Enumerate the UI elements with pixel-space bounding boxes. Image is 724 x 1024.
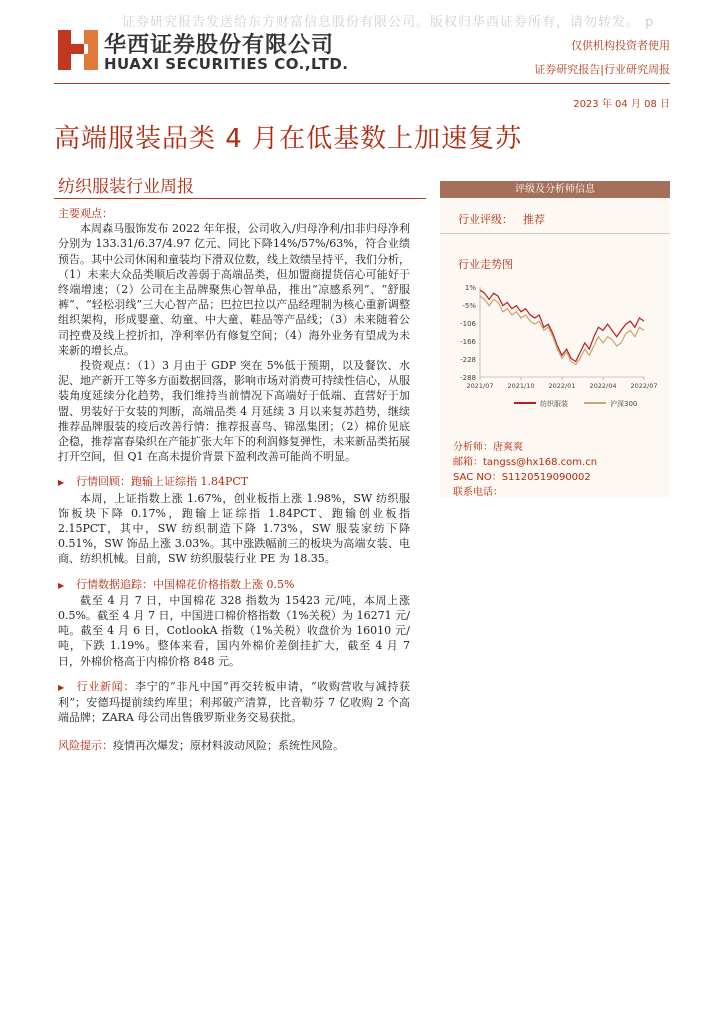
section-market-review-title: 行情回顾：跑输上证综指 1.84PCT bbox=[76, 475, 249, 489]
triangle-bullet-icon: ▶ bbox=[58, 478, 65, 488]
section-data-tracking-heading bbox=[58, 577, 410, 593]
chart-y-tick-label: -166 bbox=[460, 338, 476, 346]
key-point-paragraph-2: 投资观点：（1）3 月由于 GDP 突在 5%低于预期，以及餐饮、水泥、地产新开工等多方面数据回落，影响市场对消费可持续性信心，从服装角度延续分化趋势，我们维持当前情况下高端好于低端、直营好于加盟、男装好于女装的判断，高端品类 4 月延续 3 月以来复苏趋势，继续推荐品牌服装的疫后改善行情：推荐报喜鸟、锦泓集团；（2）棉价见底企稳，推荐富春染织在产能扩张大年下的利润修复弹性，未来新品类拓展打开空间，但 Q1 在高未提价背景下盈利改善可能尚不明显。 bbox=[58, 359, 410, 464]
section-market-review-body: 本周，上证指数上涨 1.67%，创业板指上涨 1.98%，SW 纺织服饰板块下降 0.17%，跑输上证综指 1.84PCT、跑输创业板指 2.15PCT，其中，SW 纺织制造下降 1.73%，SW 服装家纺下降 0.51%，SW 饰品上涨 3.03%。其中涨跌幅前三的板块为高端女装、电商、纺织机械。目前，SW 纺织服装行业 PE 为 18.35。 bbox=[58, 491, 410, 566]
chart-legend-label: 纺织服装 bbox=[540, 400, 568, 408]
report-title: 高端服装品类 4 月在低基数上加速复苏 bbox=[54, 124, 523, 154]
chart-series-line-1 bbox=[480, 290, 644, 361]
huaxi-logo-icon bbox=[58, 30, 98, 70]
analyst-name: 分析师：唐爽爽 bbox=[453, 442, 523, 453]
header-divider bbox=[54, 83, 670, 84]
chart-y-tick-label: -228 bbox=[460, 356, 476, 364]
analyst-phone: 联系电话： bbox=[453, 487, 503, 498]
analyst-sac-number: SAC NO：S1120519090002 bbox=[453, 472, 591, 483]
industry-rating-label: 行业评级： bbox=[458, 213, 513, 226]
report-subtitle: 纺织服装行业周报 bbox=[58, 177, 194, 197]
triangle-bullet-icon: ▶ bbox=[58, 682, 65, 692]
risk-warning-body: 疫情再次爆发；原材料波动风险；系统性风险。 bbox=[113, 738, 344, 752]
industry-rating bbox=[458, 211, 545, 227]
industry-trend-label: 行业走势图 bbox=[458, 258, 513, 271]
audience-note: 仅供机构投资者使用 bbox=[571, 39, 670, 52]
section-industry-news-body: 李宁的“非凡中国”再交转板申请，“收购营收与减持获利”；安德玛提前续约库里；利邦破产清算，比音勒芬 7 亿收购 2 个高端品牌；ZARA 母公司出售俄罗斯业务交易获批。 bbox=[58, 679, 411, 725]
chart-x-tick-label: 2022/04 bbox=[589, 382, 617, 390]
risk-warning-label: 风险提示： bbox=[58, 738, 113, 752]
section-industry-news bbox=[58, 679, 410, 726]
analyst-email: 邮箱：tangss@hx168.com.cn bbox=[453, 457, 598, 468]
section-market-review-heading bbox=[58, 474, 410, 490]
chart-x-tick-label: 2021/07 bbox=[466, 382, 494, 390]
chart-y-tick-label: -288 bbox=[460, 374, 476, 382]
section-data-tracking-title: 行情数据追踪：中国棉花价格指数上涨 0.5% bbox=[76, 577, 295, 591]
section-industry-news-title: 行业新闻： bbox=[76, 679, 136, 693]
chart-legend-label: 沪深300 bbox=[610, 400, 638, 408]
analyst-info bbox=[453, 440, 597, 500]
watermark-text: 证券研究报告发送给东方财富信息股份有限公司。版权归华西证券所有，请勿转发。 p bbox=[122, 15, 655, 30]
panel-divider bbox=[440, 233, 670, 234]
report-type: 证券研究报告|行业研究周报 bbox=[534, 63, 670, 76]
main-content bbox=[58, 206, 410, 753]
subtitle-divider bbox=[54, 198, 426, 199]
section-data-tracking-body: 截至 4 月 7 日，中国棉花 328 指数为 15423 元/吨，本周上涨 0.5%。截至 4 月 7 日，中国进口棉价格指数（1%关税）为 16271 元/吨。截至 4 月 6 日，CotlookA 指数（1%关税）收盘价为 16010 元/吨，下跌 1.19%。整体来看，国内外棉价差倒挂扩大，截至 4 月 7 日，外棉价格高于内棉价格 848 元。 bbox=[58, 593, 410, 668]
chart-x-tick-label: 2021/10 bbox=[507, 382, 535, 390]
company-name-cn: 华西证券股份有限公司 bbox=[104, 33, 335, 58]
chart-x-tick-label: 2022/01 bbox=[548, 382, 576, 390]
risk-warning bbox=[58, 738, 410, 753]
company-name-en: HUAXI SECURITIES CO.,LTD. bbox=[104, 55, 349, 73]
chart-y-tick-label: 1% bbox=[464, 284, 476, 292]
panel-heading: 评级及分析师信息 bbox=[440, 181, 670, 198]
triangle-bullet-icon: ▶ bbox=[58, 580, 65, 590]
chart-y-tick-label: -106 bbox=[460, 320, 476, 328]
industry-rating-value: 推荐 bbox=[523, 213, 545, 226]
report-date: 2023 年 04 月 08 日 bbox=[573, 99, 670, 110]
key-point-paragraph-1: 本周森马服饰发布 2022 年年报，公司收入/归母净利/扣非归母净利分别为 133.31/6.37/4.97 亿元、同比下降14%/57%/63%，符合业绩预告。其中公司休闲和童装均下滑双位数，线上效绩呈持平，我们分析，（1）未来大众品类顺后改善弱于高端品类，但加盟商提货信心可能好于终端增速；（2）公司在主品牌聚焦心智单品，推出“凉感系列”、“舒服裤”、“轻松羽线”三大心智产品；巴拉巴拉以产品经理制为核心重新调整组织架构，形成婴童、幼童、中大童、鞋品等产品线；（3）未来随着公司控费及线上控折扣，净利率仍有修复空间；（4）海外业务有望成为未来新的增长点。 bbox=[58, 222, 410, 357]
key-points-heading: 主要观点： bbox=[58, 207, 113, 220]
chart-y-tick-label: -5% bbox=[462, 302, 476, 310]
chart-x-tick-label: 2022/07 bbox=[630, 382, 658, 390]
